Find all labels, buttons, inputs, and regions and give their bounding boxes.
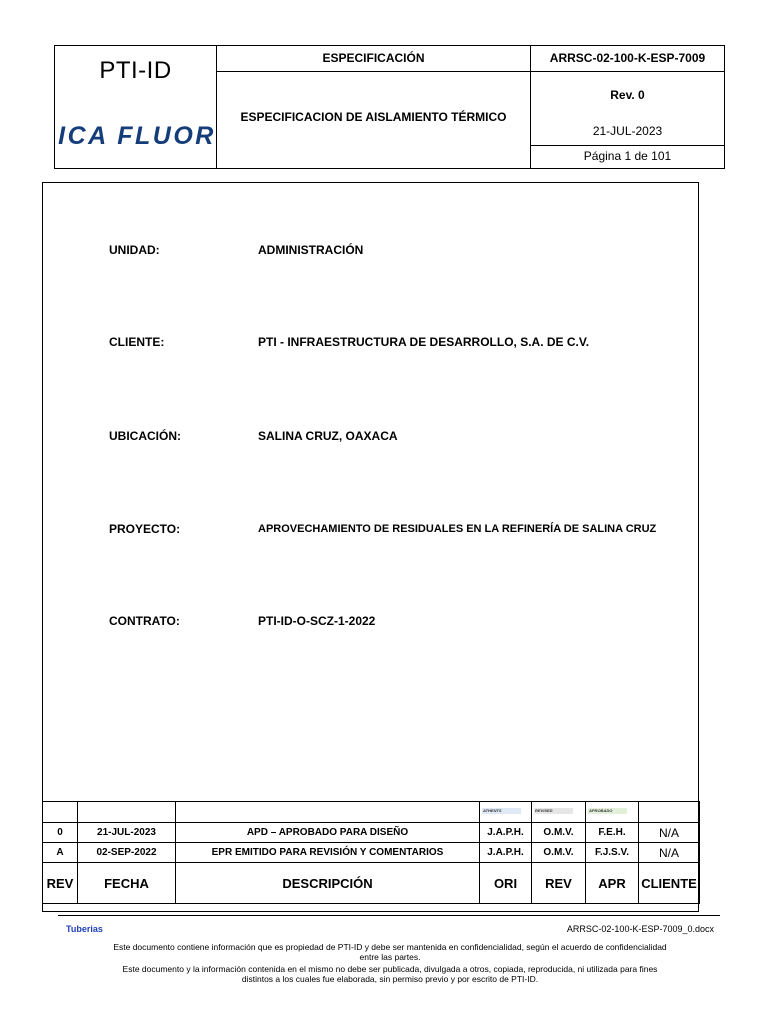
table-row (43, 823, 700, 843)
document-number: ARRSC-02-100-K-ESP-7009 (531, 46, 724, 72)
page-number: Página 1 de 101 (583, 149, 672, 163)
ori-signature-cell (480, 802, 532, 823)
ori-cell: J.A.P.H. (480, 843, 532, 863)
table-row (43, 843, 700, 863)
header-info-cell (531, 46, 724, 168)
ori-cell: J.A.P.H. (480, 823, 532, 843)
descripcion-cell: EPR EMITIDO PARA REVISIÓN Y COMENTARIOS (176, 843, 480, 863)
revision-table (42, 801, 700, 904)
distribution-note-line1: Este documento y la información contenida en el mismo no debe ser publicada, divulgada a otros, copiada, reproducida, ni utilizada para fines (122, 964, 658, 974)
field-value-cliente: PTI - INFRAESTRUCTURA DE DESARROLLO, S.A. DE C.V. (258, 335, 590, 349)
divider (531, 145, 724, 146)
blank-cell (43, 802, 78, 823)
header-logo-cell (55, 46, 217, 168)
field-label-unidad: UNIDAD: (109, 243, 160, 257)
header-ori: ORI (480, 863, 532, 904)
cliente-cell: N/A (639, 823, 700, 843)
descripcion-cell: APD – APROBADO PARA DISEÑO (176, 823, 480, 843)
header-apr: APR (586, 863, 639, 904)
field-label-cliente: CLIENTE: (109, 335, 165, 349)
apr-signature-cell (586, 802, 639, 823)
blank-cell (639, 802, 700, 823)
field-label-contrato: CONTRATO: (109, 614, 180, 628)
rev-signature-cell (532, 802, 586, 823)
header-cliente: CLIENTE (639, 863, 700, 904)
blank-cell (78, 802, 176, 823)
field-value-ubicacion: SALINA CRUZ, OAXACA (258, 429, 398, 443)
document-date: 21-JUL-2023 (592, 124, 663, 138)
rev-cell: A (43, 843, 78, 863)
company-name: PTI-ID (99, 57, 172, 84)
confidentiality-note-line1: Este documento contiene información que es propiedad de PTI-ID y debe ser mantenida en confidencialidad, según el acuerdo de confidencialidad (113, 942, 667, 952)
header-descripcion: DESCRIPCIÓN (176, 863, 480, 904)
revisor-cell: O.M.V. (532, 843, 586, 863)
section-label: ESPECIFICACIÓN (217, 46, 530, 72)
document-header (54, 45, 725, 169)
rev-signature-tag: REVISED (534, 808, 573, 814)
blank-cell (176, 802, 480, 823)
fecha-cell: 21-JUL-2023 (78, 823, 176, 843)
header-fecha: FECHA (78, 863, 176, 904)
field-value-unidad: ADMINISTRACIÓN (258, 243, 364, 257)
field-value-proyecto: APROVECHAMIENTO DE RESIDUALES EN LA REFINERÍA DE SALINA CRUZ (258, 523, 657, 535)
header-title-cell (217, 46, 531, 168)
cliente-cell: N/A (639, 843, 700, 863)
ori-signature-tag: ATHENTS (482, 808, 521, 814)
ica-fluor-logo: ICA FLUOR (58, 122, 216, 150)
field-value-contrato: PTI-ID-O-SCZ-1-2022 (258, 614, 376, 628)
signature-row (43, 802, 700, 823)
footer-divider (58, 915, 720, 916)
footer-discipline: Tuberias (66, 924, 103, 934)
fecha-cell: 02-SEP-2022 (78, 843, 176, 863)
revision-label: Rev. 0 (610, 88, 645, 102)
revisor-cell: O.M.V. (532, 823, 586, 843)
header-rev: REV (43, 863, 78, 904)
apr-cell: F.E.H. (586, 823, 639, 843)
field-label-ubicacion: UBICACIÓN: (109, 429, 181, 443)
footer-filename: ARRSC-02-100-K-ESP-7009_0.docx (566, 924, 714, 934)
rev-cell: 0 (43, 823, 78, 843)
field-label-proyecto: PROYECTO: (109, 522, 181, 536)
confidentiality-note-line2: entre las partes. (359, 952, 421, 962)
apr-cell: F.J.S.V. (586, 843, 639, 863)
apr-signature-tag: APROBADO (588, 808, 627, 814)
document-title: ESPECIFICACION DE AISLAMIENTO TÉRMICO (240, 110, 507, 124)
table-header-row (43, 863, 700, 904)
header-revisor: REV (532, 863, 586, 904)
distribution-note-line2: distintos a los cuales fue elaborada, sin permiso previo y por escrito de PTI-ID. (241, 974, 539, 984)
